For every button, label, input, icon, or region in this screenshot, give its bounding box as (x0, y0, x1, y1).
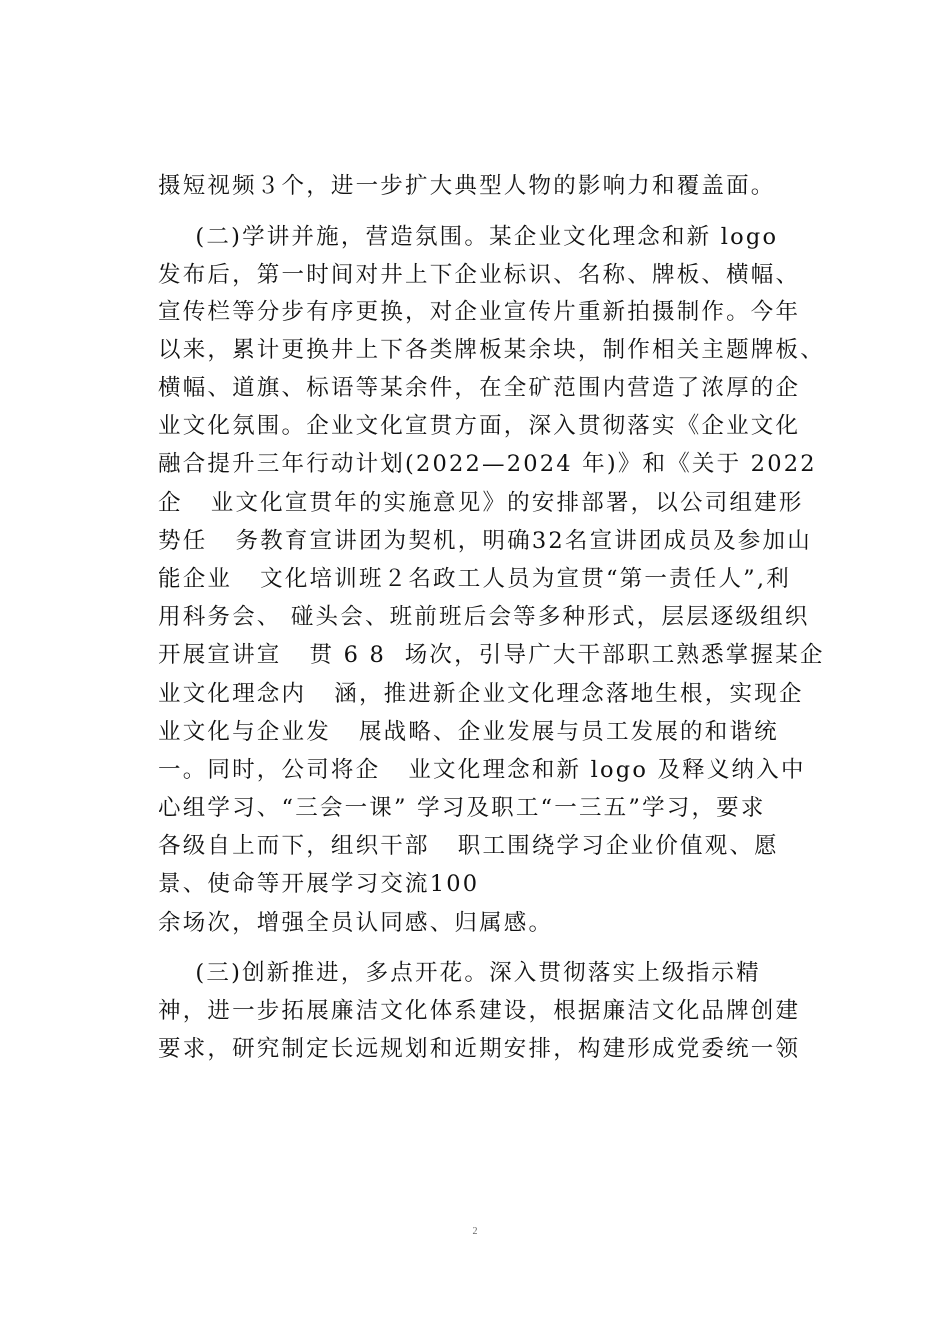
text-line: 景、使命等开展学习交流100 (158, 871, 480, 897)
text-line: 神，进一步拓展廉洁文化体系建设，根据廉洁文化品牌创建 (158, 998, 801, 1024)
text-line: 以来，累计更换井上下各类牌板某余块，制作相关主题牌板、 (158, 337, 825, 363)
text-line: 业文化氛围。企业文化宣贯方面，深入贯彻落实《企业文化 (158, 413, 801, 439)
text-line: (二)学讲并施，营造氛围。某企业文化理念和新 logo (158, 224, 779, 250)
text-line: 融合提升三年行动计划(2022—2024 年)》和《关于 2022 (158, 451, 817, 477)
text-line: 开展宣讲宣 贯 6 8 场次，引导广大干部职工熟悉掌握某企 (158, 642, 825, 668)
text-line: 心组学习、“三会一课” 学习及职工“一三五”学习，要求 (158, 795, 766, 821)
text-line: 企 业文化宣贯年的实施意见》的安排部署，以公司组建形 (158, 490, 804, 516)
text-line: 一。同时，公司将企 业文化理念和新 logo 及释义纳入中 (158, 757, 806, 783)
text-line: 余场次，增强全员认同感、归属感。 (158, 910, 554, 936)
text-line: 宣传栏等分步有序更换，对企业宣传片重新拍摄制作。今年 (158, 299, 801, 325)
text-line: 业文化理念内 涵，推进新企业文化理念落地生根，实现企 (158, 681, 804, 707)
text-line: 发布后，第一时间对井上下企业标识、名称、牌板、横幅、 (158, 262, 801, 288)
text-line: 要求，研究制定长远规划和近期安排，构建形成党委统一领 (158, 1036, 801, 1062)
text-line: 业文化与企业发 展战略、企业发展与员工发展的和谐统 (158, 719, 779, 745)
text-line: 势任 务教育宣讲团为契机，明确32名宣讲团成员及参加山 (158, 528, 812, 554)
page-number: 2 (472, 1226, 478, 1237)
text-line: (三)创新推进，多点开花。深入贯彻落实上级指示精 (158, 960, 761, 986)
text-line: 各级自上而下，组织干部 职工围绕学习企业价值观、愿 (158, 833, 779, 859)
text-line: 能企业 文化培训班２名政工人员为宣贯“第一责任人”,利 (158, 566, 791, 592)
text-line: 横幅、道旗、标语等某余件，在全矿范围内营造了浓厚的企 (158, 375, 801, 401)
text-line: 用科务会、 碰头会、班前班后会等多种形式，层层逐级组织 (158, 604, 810, 630)
text-line: 摄短视频３个，进一步扩大典型人物的影响力和覆盖面。 (158, 173, 776, 199)
